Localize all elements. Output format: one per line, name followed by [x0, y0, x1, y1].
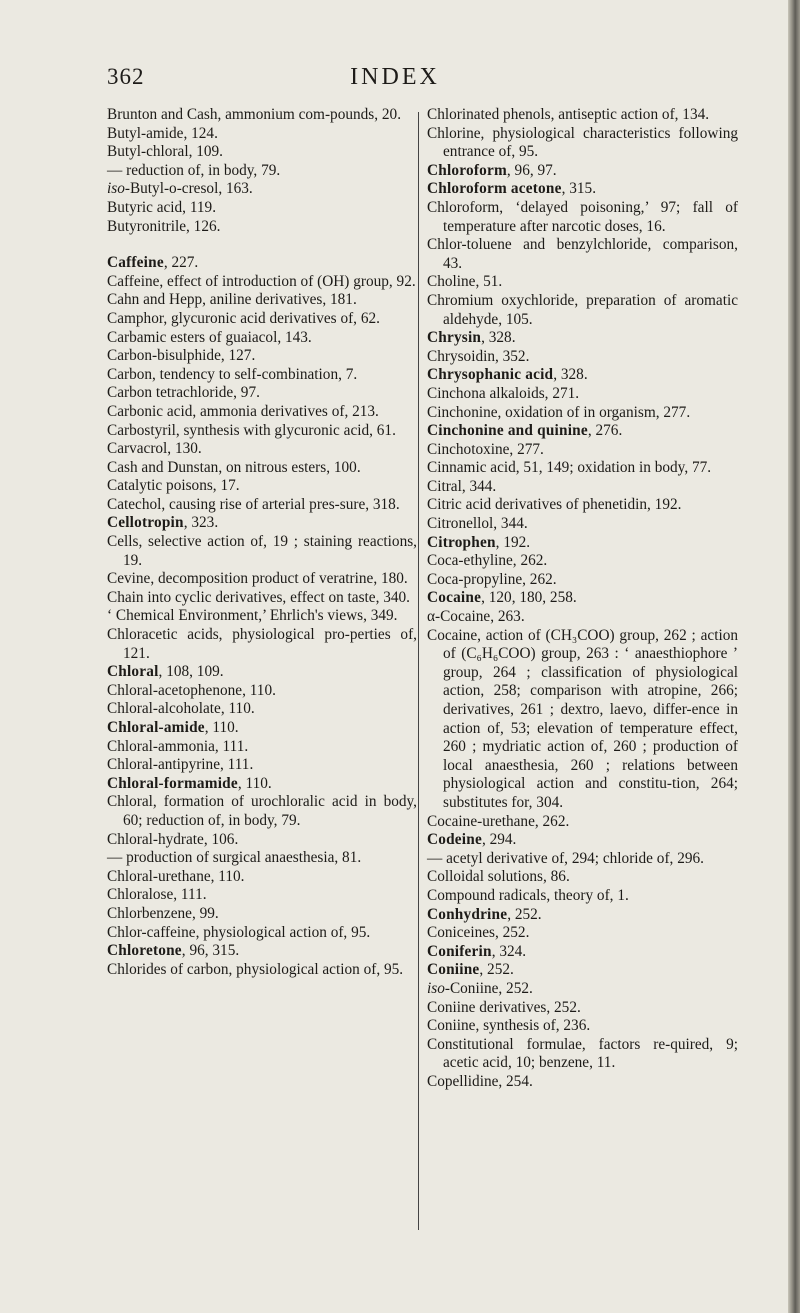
entry-text: Coniceines, 252. [427, 924, 530, 942]
entry-text: Butyl-chloral, 109. [107, 143, 223, 161]
index-entry [427, 887, 738, 906]
entry-text: , 252. [479, 961, 514, 979]
index-column-left [107, 106, 417, 979]
index-entry [107, 514, 417, 533]
index-entry [427, 571, 738, 590]
entry-text: Carbostyril, synthesis with glycuronic acid, 61. [107, 421, 396, 439]
entry-text: Chlor-toluene and benzylchloride, comparison, 43. [427, 236, 738, 272]
entry-text: , 324. [491, 942, 527, 960]
entry-text: Chloral-urethane, 110. [107, 867, 245, 885]
index-entry [427, 385, 738, 404]
index-entry [427, 999, 738, 1018]
index-entry [107, 422, 417, 441]
index-entry [427, 1036, 738, 1073]
index-entry [427, 924, 738, 943]
entry-text: -Coniine, 252. [444, 979, 533, 997]
entry-text: , 96, 315. [181, 942, 240, 960]
index-entry [427, 868, 738, 887]
entry-text: Coniine, synthesis of, 236. [427, 1017, 591, 1035]
index-entry [427, 1017, 738, 1036]
index-entry [107, 589, 417, 608]
entry-text: Constitutional formulae, factors re-quired, 9; acetic acid, 10; benzene, 11. [427, 1035, 738, 1072]
entry-text: Carbon-bisulphide, 127. [107, 347, 256, 365]
index-entry [107, 700, 417, 719]
entry-text: Chloral, formation of urochloralic acid in body, 60; reduction of, in body, 79. [107, 793, 417, 829]
entry-heading: Chrysophanic acid [427, 366, 554, 384]
entry-text: Chlorinated phenols, antiseptic action of, 134. [427, 106, 710, 123]
index-entry [107, 162, 417, 181]
index-entry [107, 756, 417, 775]
entry-heading: Chloroform acetone [427, 180, 562, 198]
index-entry [427, 273, 738, 292]
entry-text: Carbon, tendency to self-combination, 7. [107, 365, 358, 383]
entry-text: Cells, selective action of, 19 ; staining reactions, 19. [107, 533, 417, 569]
index-entry [107, 218, 417, 237]
entry-text: Cahn and Hepp, aniline derivatives, 181. [107, 291, 357, 309]
index-column-right [427, 106, 738, 1091]
entry-text: Chloralose, 111. [107, 886, 207, 904]
entry-text: , 323. [183, 514, 219, 532]
entry-text: Butyronitrile, 126. [107, 217, 221, 235]
index-entry [427, 813, 738, 832]
index-entry [427, 125, 738, 162]
index-entry [427, 515, 738, 534]
index-entry [107, 942, 417, 961]
entry-heading: Coniferin [427, 942, 492, 960]
entry-text: Compound radicals, theory of, 1. [427, 886, 629, 904]
entry-heading: Caffeine [107, 254, 164, 272]
entry-text: Carvacrol, 130. [107, 440, 202, 458]
index-entry [427, 627, 738, 813]
index-entry [427, 199, 738, 236]
entry-heading: Coniine [427, 961, 480, 979]
entry-text: , 276. [587, 422, 623, 440]
index-entry [107, 607, 417, 626]
entry-text: Chromium oxychloride, preparation of aromatic aldehyde, 105. [427, 291, 738, 328]
entry-text: Chloracetic acids, physiological pro-perties of, 121. [107, 626, 417, 662]
index-entry [107, 254, 417, 273]
entry-heading: Cellotropin [107, 514, 184, 532]
entry-text: Catalytic poisons, 17. [107, 477, 240, 495]
index-entry [107, 831, 417, 850]
entry-text: Cinchonine, oxidation of in organism, 277. [427, 403, 691, 421]
index-entry [427, 441, 738, 460]
index-entry [107, 924, 417, 943]
index-entry [107, 366, 417, 385]
index-entry [427, 850, 738, 869]
entry-heading: Codeine [427, 831, 482, 849]
index-entry [427, 831, 738, 850]
entry-heading: Chloretone [107, 942, 182, 960]
index-entry [427, 366, 738, 385]
entry-text: — reduction of, in body, 79. [107, 161, 281, 179]
entry-prefix: iso [107, 180, 125, 198]
index-entry [427, 608, 738, 627]
index-entry [107, 347, 417, 366]
entry-text: Cinchotoxine, 277. [427, 440, 544, 458]
entry-text: , 110. [237, 774, 272, 792]
entry-text: — production of surgical anaesthesia, 81. [107, 849, 362, 867]
entry-text: Coniine derivatives, 252. [427, 998, 581, 1016]
entry-prefix: iso [427, 979, 445, 997]
entry-text: -Butyl-o-cresol, 163. [124, 180, 253, 198]
entry-text: , 110. [204, 719, 239, 736]
index-entry [427, 589, 738, 608]
entry-heading: Chloroform [427, 161, 507, 179]
index-entry [107, 180, 417, 199]
entry-text: Cinchona alkaloids, 271. [427, 384, 580, 402]
entry-text: α-Cocaine, 263. [427, 608, 525, 626]
page-header [0, 64, 790, 94]
index-entry [107, 570, 417, 589]
page-title: INDEX [350, 64, 440, 90]
index-entry [107, 440, 417, 459]
entry-text: , 315. [561, 180, 597, 198]
entry-text: Carbamic esters of guaiacol, 143. [107, 328, 312, 346]
entry-text: ‘ Chemical Environment,’ Ehrlich's views, 349. [107, 607, 398, 625]
entry-text: , 227. [163, 254, 199, 272]
entry-heading: Cocaine [427, 589, 482, 607]
index-entry [107, 849, 417, 868]
entry-text: Chloral-antipyrine, 111. [107, 756, 254, 774]
index-entry [107, 719, 417, 738]
entry-text: — acetyl derivative of, 294; chloride of, 296. [427, 849, 704, 867]
index-entry [107, 961, 417, 980]
index-entry [107, 682, 417, 701]
index-entry [107, 663, 417, 682]
entry-text: Chloral-hydrate, 106. [107, 830, 239, 848]
entry-text: Chlorides of carbon, physiological action of, 95. [107, 960, 404, 978]
page-number: 362 [107, 64, 145, 89]
entry-text: Coca-ethyline, 262. [427, 552, 548, 570]
entry-text: Caffeine, effect of introduction of (OH) group, 92. [107, 272, 416, 290]
entry-text: , 294. [481, 831, 517, 849]
index-entry [107, 886, 417, 905]
index-entry [107, 310, 417, 329]
index-entry [427, 961, 738, 980]
entry-heading: Conhydrine [427, 905, 508, 923]
entry-text: Butyric acid, 119. [107, 198, 217, 216]
entry-text: Citral, 344. [427, 477, 497, 495]
index-entry [427, 106, 738, 125]
entry-text: Chloral-alcoholate, 110. [107, 700, 255, 718]
index-entry [107, 496, 417, 515]
entry-text: Colloidal solutions, 86. [427, 868, 570, 886]
entry-text: Chlorbenzene, 99. [107, 904, 219, 922]
index-entry [107, 106, 417, 125]
entry-text: , 328. [553, 366, 588, 384]
index-entry [427, 180, 738, 199]
index-entry [427, 236, 738, 273]
index-entry [427, 980, 738, 999]
index-entry [427, 162, 738, 181]
index-entry [427, 552, 738, 571]
entry-heading: Chloral-amide [107, 719, 205, 736]
index-entry [107, 329, 417, 348]
index-entry [427, 348, 738, 367]
index-entry [427, 496, 738, 515]
entry-text: Chloral-ammonia, 111. [107, 737, 249, 755]
index-entry [107, 477, 417, 496]
index-entry [427, 943, 738, 962]
index-entry [427, 906, 738, 925]
index-entry [427, 292, 738, 329]
column-divider [418, 112, 419, 1230]
index-entry [107, 125, 417, 144]
index-entry [107, 143, 417, 162]
entry-text: Citronellol, 344. [427, 515, 528, 533]
entry-text: , 192. [495, 533, 531, 551]
entry-text: Citric acid derivatives of phenetidin, 192. [427, 496, 682, 514]
index-entry [107, 199, 417, 218]
entry-text: Carbonic acid, ammonia derivatives of, 213. [107, 402, 379, 420]
index-entry [107, 905, 417, 924]
entry-heading: Cinchonine and quinine [427, 422, 588, 440]
index-entry [427, 534, 738, 553]
entry-text: Chlor-caffeine, physiological action of, 95. [107, 923, 371, 941]
entry-text: , 96, 97. [506, 161, 557, 179]
entry-text: Cocaine-urethane, 262. [427, 812, 570, 830]
index-entry [107, 738, 417, 757]
index-entry [427, 1073, 738, 1092]
index-entry [107, 868, 417, 887]
index-entry [427, 329, 738, 348]
index-entry [107, 384, 417, 403]
index-entry [427, 422, 738, 441]
index-entry [107, 533, 417, 570]
entry-heading: Chloral-formamide [107, 774, 238, 792]
index-entry [107, 291, 417, 310]
index-entry [427, 478, 738, 497]
entry-text: Catechol, causing rise of arterial pres-sure, 318. [107, 495, 400, 513]
entry-text: Choline, 51. [427, 273, 503, 291]
entry-text: , 328. [481, 329, 516, 347]
entry-heading: Chrysin [427, 329, 482, 347]
entry-text: Cinnamic acid, 51, 149; oxidation in body, 77. [427, 459, 712, 477]
entry-text: , 252. [507, 905, 542, 923]
entry-text: , 120, 180, 258. [481, 589, 577, 607]
index-entry [107, 403, 417, 422]
index-entry [107, 273, 417, 292]
entry-text: Chain into cyclic derivatives, effect on taste, 340. [107, 588, 411, 606]
index-entry [107, 793, 417, 830]
entry-text: Cocaine, action of (CH₃COO) group, 262 ; action of (C₆H₆COO) group, 263 : ‘ anaesthiophore ’ group, 264 ; classification of physiological action, 258; comparison with atropine, 266; derivatives, 261 ; dextro, laevo, differ-ence in action of, 53; elevation of temperature effect, 260 ; mydriatic action of, 260 ; production of local anaesthesia, 260 ; relations between physiological action and constitu-tion, 264; substitutes for, 304. [427, 626, 738, 811]
entry-text: Carbon tetrachloride, 97. [107, 384, 260, 402]
index-entry [427, 459, 738, 478]
entry-text: Chlorine, physiological characteristics following entrance of, 95. [427, 124, 738, 161]
index-entry [107, 459, 417, 478]
entry-text: Copellidine, 254. [427, 1072, 533, 1090]
index-entry [107, 775, 417, 794]
index-entry [107, 626, 417, 663]
entry-text: Chloroform, ‘delayed poisoning,’ 97; fall of temperature after narcotic doses, 16. [427, 198, 738, 235]
entry-heading: Citrophen [427, 533, 496, 551]
index-entry [427, 404, 738, 423]
entry-text: Chrysoidin, 352. [427, 347, 530, 365]
entry-text: Cevine, decomposition product of veratrine, 180. [107, 570, 408, 588]
entry-text: Chloral-acetophenone, 110. [107, 681, 276, 699]
entry-heading: Chloral [107, 663, 159, 681]
entry-text: Coca-propyline, 262. [427, 570, 557, 588]
entry-text: Cash and Dunstan, on nitrous esters, 100. [107, 458, 361, 476]
entry-text: Butyl-amide, 124. [107, 124, 218, 142]
entry-text: , 108, 109. [158, 663, 224, 681]
entry-text: Camphor, glycuronic acid derivatives of, 62. [107, 309, 380, 327]
entry-text: Brunton and Cash, ammonium com-pounds, 20. [107, 106, 402, 123]
page-edge [788, 0, 800, 1313]
